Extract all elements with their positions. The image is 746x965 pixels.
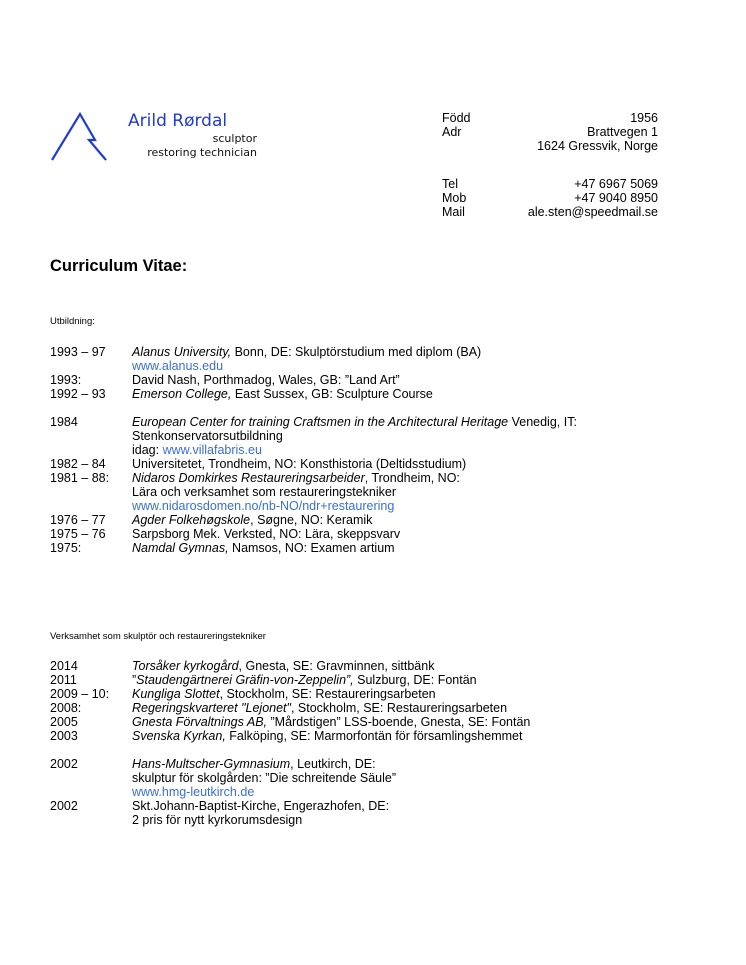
entry-text: Venedig, IT:: [508, 415, 577, 429]
entry-year: 2005: [50, 715, 78, 729]
list-item: [50, 715, 710, 729]
contact-row-adr: [442, 125, 658, 139]
section-label-work: Verksamhet som skulptör och restaureringstekniker: [50, 631, 266, 642]
entry-link[interactable]: www.alanus.edu: [132, 359, 224, 373]
work-list: [50, 659, 710, 827]
contact-row-fodd: [442, 111, 658, 125]
logo-subtitle-sculptor: sculptor: [212, 132, 257, 145]
entry-year: 2002: [50, 799, 78, 813]
contact-value: Brattvegen 1: [587, 125, 658, 139]
entry-institution: Namdal Gymnas,: [132, 541, 229, 555]
entry-text: ”Mårdstigen” LSS-boende, Gnesta, SE: Fontän: [267, 715, 531, 729]
entry-year: 2002: [50, 757, 78, 771]
entry-text: Bonn, DE: Skulptörstudium med diplom (BA): [231, 345, 482, 359]
entry-text: skulptur för skolgården: ”Die schreitende Säule”: [132, 771, 397, 785]
entry-institution: Hans-Multscher-Gymnasium: [132, 757, 291, 771]
list-item: [50, 387, 710, 401]
contact-phone-mail: [442, 177, 658, 219]
entry-text: Namsos, NO: Examen artium: [228, 541, 395, 555]
entry-text: 2 pris för nytt kyrkorumsdesign: [132, 813, 303, 827]
entry-text: Stenkonservatorsutbildning: [132, 429, 283, 443]
entry-year: 2009 – 10:: [50, 687, 110, 701]
contact-label: Mob: [442, 191, 467, 205]
entry-year: 1975:: [50, 541, 82, 555]
entry-institution: Nidaros Domkirkes Restaureringsarbeider: [132, 471, 365, 485]
list-item: [50, 527, 710, 541]
entry-text: David Nash, Porthmadog, Wales, GB: ”Land Art”: [132, 373, 400, 387]
entry-text: Universitetet, Trondheim, NO: Konsthistoria (Deltidsstudium): [132, 457, 467, 471]
entry-year: 1981 – 88:: [50, 471, 110, 485]
entry-year: 2014: [50, 659, 78, 673]
logo-mark-icon: [50, 110, 112, 162]
entry-text: , Stockholm, SE: Restaureringsarbeten: [219, 687, 436, 701]
page-title: Curriculum Vitae:: [50, 257, 188, 275]
entry-institution: Regeringskvarteret "Lejonet": [132, 701, 291, 715]
contact-value: +47 6967 5069: [574, 177, 658, 191]
list-item: [50, 659, 710, 673]
entry-year: 1982 – 84: [50, 457, 106, 471]
entry-link[interactable]: www.villafabris.eu: [162, 443, 262, 457]
entry-text: Sarpsborg Mek. Verksted, NO: Lära, skeppsvarv: [132, 527, 401, 541]
contact-row-mob: [442, 191, 658, 205]
list-item: [50, 729, 710, 743]
entry-text: , Stockholm, SE: Restaureringsarbeten: [290, 701, 508, 715]
entry-year: 1992 – 93: [50, 387, 106, 401]
entry-institution: Kungliga Slottet: [132, 687, 220, 701]
email-link[interactable]: ale.sten@speedmail.se: [527, 205, 658, 219]
contact-value: +47 9040 8950: [574, 191, 658, 205]
entry-year: 1993 – 97: [50, 345, 106, 359]
entry-text: , Leutkirch, DE:: [290, 757, 376, 771]
contact-value: 1624 Gressvik, Norge: [537, 139, 658, 153]
entry-text: idag:: [132, 443, 163, 457]
entry-text: ”: [132, 673, 137, 687]
list-item: [50, 513, 710, 527]
contact-label: Adr: [442, 125, 462, 139]
list-item: [50, 701, 710, 715]
entry-text: East Sussex, GB: Sculpture Course: [231, 387, 433, 401]
entry-institution: European Center for training Craftsmen in the Architectural Heritage: [132, 415, 509, 429]
logo-name: Arild Rørdal: [128, 111, 228, 131]
list-item: [50, 673, 710, 687]
list-item: [50, 687, 710, 701]
entry-year: 2008:: [50, 701, 82, 715]
education-list: [50, 345, 710, 555]
entry-institution: Gnesta Förvaltnings AB,: [132, 715, 268, 729]
entry-institution: Torsåker kyrkogård: [132, 659, 239, 673]
entry-year: 1984: [50, 415, 78, 429]
list-item: [50, 373, 710, 387]
contact-label: Tel: [442, 177, 458, 191]
list-item: [50, 471, 710, 513]
entry-year: 2003: [50, 729, 78, 743]
entry-link[interactable]: www.hmg-leutkirch.de: [132, 785, 255, 799]
entry-link[interactable]: www.nidarosdomen.no/nb-NO/ndr+restaurering: [132, 499, 395, 513]
contact-value: 1956: [630, 111, 658, 125]
list-item: [50, 415, 710, 457]
entry-institution: Staudengärtnerei Gräfin-von-Zeppelin”,: [136, 673, 354, 687]
list-item: [50, 799, 710, 827]
contact-row-adr2: [442, 139, 658, 153]
list-item: [50, 757, 710, 799]
entry-institution: Alanus University,: [132, 345, 232, 359]
contact-label: Mail: [442, 205, 465, 219]
list-item: [50, 457, 710, 471]
contact-personal: [442, 111, 658, 153]
entry-text: , Gnesta, SE: Gravminnen, sittbänk: [238, 659, 435, 673]
entry-year: 1976 – 77: [50, 513, 106, 527]
entry-institution: Emerson College,: [132, 387, 232, 401]
entry-institution: Agder Folkehøgskole: [132, 513, 251, 527]
entry-text: Skt.Johann-Baptist-Kirche, Engerazhofen, DE:: [132, 799, 390, 813]
section-label-education: Utbildning:: [50, 316, 95, 327]
entry-text: Sulzburg, DE: Fontän: [353, 673, 477, 687]
entry-text: , Trondheim, NO:: [364, 471, 460, 485]
list-item: [50, 345, 710, 373]
entry-text: Lära och verksamhet som restaureringstekniker: [132, 485, 397, 499]
entry-text: , Søgne, NO: Keramik: [250, 513, 373, 527]
entry-year: 2011: [50, 673, 77, 687]
entry-year: 1975 – 76: [50, 527, 106, 541]
logo-subtitle-technician: restoring technician: [147, 146, 257, 159]
entry-text: Falköping, SE: Marmorfontän för församlingshemmet: [225, 729, 523, 743]
entry-institution: Svenska Kyrkan,: [132, 729, 226, 743]
contact-row-mail: [442, 205, 658, 219]
entry-year: 1993:: [50, 373, 82, 387]
contact-label: Född: [442, 111, 471, 125]
list-item: [50, 541, 710, 555]
contact-row-tel: [442, 177, 658, 191]
